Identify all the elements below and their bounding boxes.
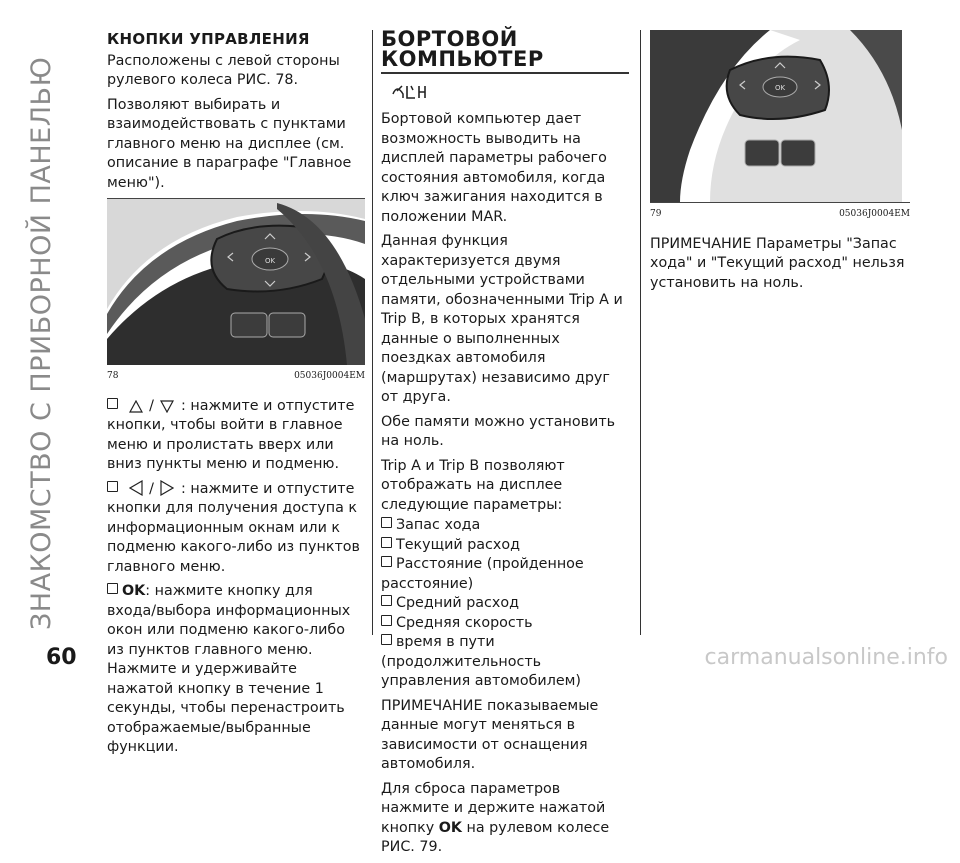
param-label: Запас хода xyxy=(396,517,481,533)
figure-78 xyxy=(107,198,365,387)
figure-ok-label: OK xyxy=(264,257,276,265)
controls-paragraph-2: Позволяют выбирать и взаимодействовать с пунктами главного меню на дисплее (см. описание в параграфе "Главное меню"). xyxy=(107,96,352,191)
note-paragraph: ПРИМЕЧАНИЕ Параметры "Запас хода" и "Текущий расход" нельзя установить на ноль. xyxy=(650,235,905,291)
column-note xyxy=(650,30,910,298)
figure-79-number: 79 xyxy=(650,209,662,219)
checkbox-bullet-icon xyxy=(381,537,392,548)
checkbox-bullet-icon xyxy=(381,615,392,626)
figure-79 xyxy=(650,30,910,225)
triangle-right-icon xyxy=(160,480,174,496)
controls-paragraph-1: Расположены с левой стороны рулевого колеса РИС. 78. xyxy=(107,52,340,88)
param-label: Расстояние (пройденное расстояние) xyxy=(381,556,584,592)
trip-note: ПРИМЕЧАНИЕ показываемые данные могут меняться в зависимости от оснащения автомобиля. xyxy=(381,697,599,772)
checkbox-bullet-icon xyxy=(381,634,392,645)
param-list-item xyxy=(381,516,629,536)
trip-computer-logo-icon xyxy=(391,80,435,102)
trip-paragraph-2: Данная функция характеризуется двумя отдельными устройствами памяти, обозначенными Trip A и Trip B, в которых хранятся данные о выполненных поездках автомобиля (маршрутах) независимо друг от друга. xyxy=(381,233,623,405)
page-number: 60 xyxy=(46,645,77,670)
reset-text-b: на рулевом колесе РИС. 79. xyxy=(381,819,610,855)
bullet-ok xyxy=(107,582,365,758)
column-divider xyxy=(640,30,641,635)
bullet-up-down xyxy=(107,397,365,475)
side-section-title: ЗНАКОМСТВО С ПРИБОРНОЙ ПАНЕЛЬЮ xyxy=(26,56,57,630)
checkbox-bullet-icon xyxy=(107,481,118,492)
triangle-down-icon xyxy=(160,400,174,413)
bullet-up-down-text: : нажмите и отпустите кнопки, чтобы войти в главное меню и пролистать вверх или вниз пункты меню и подменю. xyxy=(107,397,355,472)
trip-reset-paragraph xyxy=(381,780,629,858)
checkbox-bullet-icon xyxy=(381,556,392,567)
column-controls xyxy=(107,30,365,763)
figure-79-code: 05036J0004EM xyxy=(839,209,910,219)
separator: / xyxy=(149,480,154,497)
param-label: время в пути (продолжительность управления автомобилем) xyxy=(381,634,581,689)
steering-wheel-buttons-image-79 xyxy=(650,30,902,202)
checkbox-bullet-icon xyxy=(381,595,392,606)
trip-paragraph-4: Trip A и Trip B позволяют отображать на дисплее следующие параметры: xyxy=(381,457,565,513)
column-divider xyxy=(372,30,373,635)
param-list-item xyxy=(381,555,629,594)
triangle-up-icon xyxy=(129,400,143,413)
column-trip-computer xyxy=(381,27,629,863)
separator: / xyxy=(149,397,154,414)
trip-paragraph-3: Обе памяти можно установить на ноль. xyxy=(381,413,616,449)
ok-key-label: OK xyxy=(122,583,146,599)
bullet-left-right xyxy=(107,480,365,578)
param-list-item xyxy=(381,594,629,614)
param-list-item xyxy=(381,614,629,634)
triangle-left-icon xyxy=(129,480,143,496)
param-label: Текущий расход xyxy=(396,536,521,553)
figure-ok-label: OK xyxy=(774,84,786,92)
reset-text-a: Для сброса параметров нажмите и держите нажатой кнопку xyxy=(381,780,606,836)
ok-key-label: OK xyxy=(438,819,462,836)
param-list-item xyxy=(381,536,629,556)
bullet-ok-text: : нажмите кнопку для входа/выбора информационных окон или подменю какого-либо из пунктов главного меню. Нажмите и удерживайте нажатой кнопку в течение 1 секунды, чтобы перенастроить отображаемые/выбранные функции. xyxy=(107,583,351,755)
checkbox-bullet-icon xyxy=(107,398,118,409)
figure-78-code: 05036J0004EM xyxy=(294,371,365,381)
param-label: Средняя скорость xyxy=(396,614,533,631)
param-list-item xyxy=(381,633,629,692)
steering-wheel-left-buttons-image xyxy=(107,199,365,365)
heading-rule xyxy=(381,72,629,74)
checkbox-bullet-icon xyxy=(107,583,118,594)
controls-heading: КНОПКИ УПРАВЛЕНИЯ xyxy=(107,30,310,48)
param-label: Средний расход xyxy=(396,595,520,611)
trip-computer-heading: БОРТОВОЙ КОМПЬЮТЕР xyxy=(381,27,544,71)
figure-78-number: 78 xyxy=(107,371,119,381)
trip-paragraph-1: Бортовой компьютер дает возможность выводить на дисплей параметры рабочего состояния автомобиля, когда ключ зажигания находится в положении MAR. xyxy=(381,111,607,225)
checkbox-bullet-icon xyxy=(381,517,392,528)
watermark: carmanualsonline.info xyxy=(704,645,948,670)
bullet-left-right-text: : нажмите и отпустите кнопки для получения доступа к информационным окнам или к подменю какого-либо из пунктов главного меню. xyxy=(107,480,360,575)
